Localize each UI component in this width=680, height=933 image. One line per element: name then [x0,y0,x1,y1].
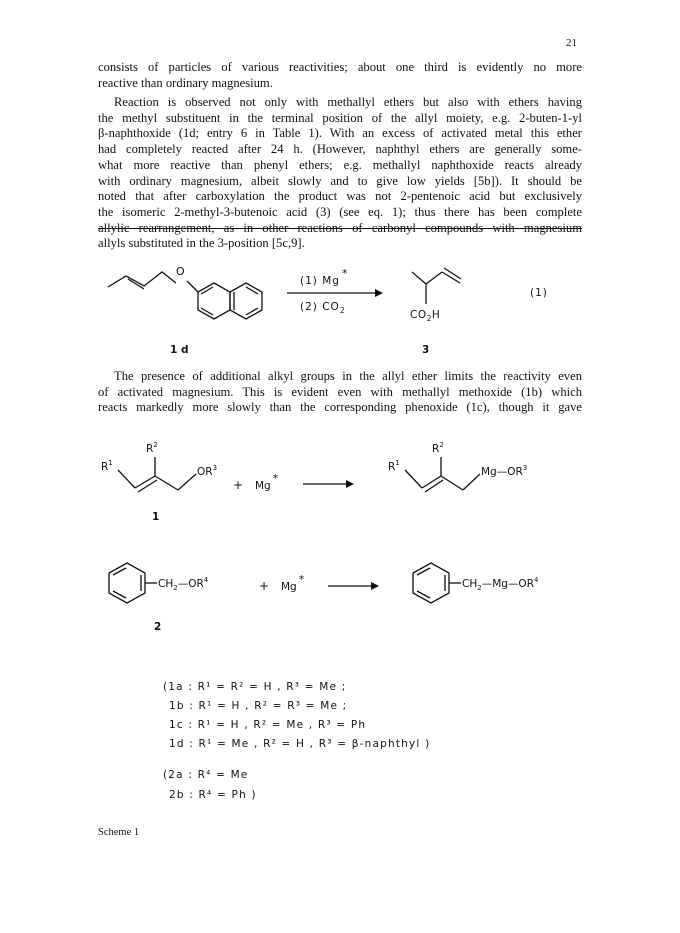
substituent-r2: $R^2$ [146,441,158,455]
text-line: consists of particles of various reactivities; about one third is evidently no more [98,60,582,74]
substituent-r1: $R^1$ [101,459,113,473]
text-line: with ordinary magnesium, albeit slowly and to give low yields [5b]). It should be [98,173,582,188]
text-line: had completely reacted after 24 h. (However, naphthyl ethers are generally some- [98,142,582,157]
text-line: reacts markedly more slowly than the corresponding phenoxide (1c), though it gave [98,400,582,415]
definition-1b: 1b : R¹ = H , R² = R³ = Me ; [169,700,348,712]
product-substituent-r2: $R^2$ [432,441,444,455]
benzyl-ether-group: $CH_2—OR^4$ [158,576,209,592]
text-line: allyls substituted in the 3-position [5c,9]. [98,236,305,251]
text-line: of activated magnesium. This is evident even with methallyl methoxide (1b) which [98,384,582,399]
compound-label-1d: 1 d [170,344,189,356]
text-line: allylic rearrangement, as in other reactions of carbonyl compounds with magnesium [98,220,582,235]
scheme-caption: Scheme 1 [98,827,140,838]
page-number: 21 [566,37,577,49]
plus-sign: + [233,478,244,492]
text-line: reactive than ordinary magnesium. [98,75,273,90]
definition-1d: 1d : R¹ = Me , R² = H , R³ = β-naphthyl ) [169,738,431,750]
product-substituent-r1: $R^1$ [388,459,400,473]
text-line: what more reactive than phenyl ethers; e.g. methallyl naphthoxide reacts already [98,157,582,172]
text-line: the isomeric 2-methyl-3-butenoic acid (3) (see eq. 1); thus there has been complete [98,204,582,219]
compound-label-2: 2 [154,621,162,633]
ether-oxygen: O [176,265,185,278]
activated-magnesium: Mg* [255,472,279,492]
carboxyl-group: $CO_2H$ [410,309,441,323]
plus-sign-2: + [259,579,270,593]
definition-1c: 1c : R¹ = H , R² = Me , R³ = Ph [169,719,367,731]
reagent-step-2: (2) $CO_2$ [300,301,346,315]
product-mg-or3: $Mg—OR^3$ [481,464,528,478]
equation-number: (1) [530,287,548,299]
ether-group-or3: $OR^3$ [197,464,218,478]
text-line: Reaction is observed not only with methallyl ethers but also with ethers having [114,95,582,109]
compound-label-1: 1 [152,511,160,523]
reagent-step-1: (1) Mg* [300,267,349,287]
text-line: The presence of additional alkyl groups in the allyl ether limits the reactivity even [114,369,582,383]
text-line: noted that after carboxylation the product was not 2-pentenoic acid but exclusively [98,189,582,204]
compound-label-3: 3 [422,344,430,356]
benzyl-magnesium-group: $CH_2—Mg—OR^4$ [462,576,539,592]
text-line: β-naphthoxide (1d; entry 6 in Table 1). With an excess of activated metal this ether [98,126,582,141]
definition-2a: (2a : R⁴ = Me [163,769,249,781]
activated-magnesium-2: Mg* [281,573,305,593]
definition-1a: (1a : R¹ = R² = H , R³ = Me ; [163,681,347,693]
definition-2b: 2b : R⁴ = Ph ) [169,789,257,801]
text-line: the methyl substituent in the terminal position of the allyl moiety, e.g. 2-buten-1-yl [98,110,582,125]
